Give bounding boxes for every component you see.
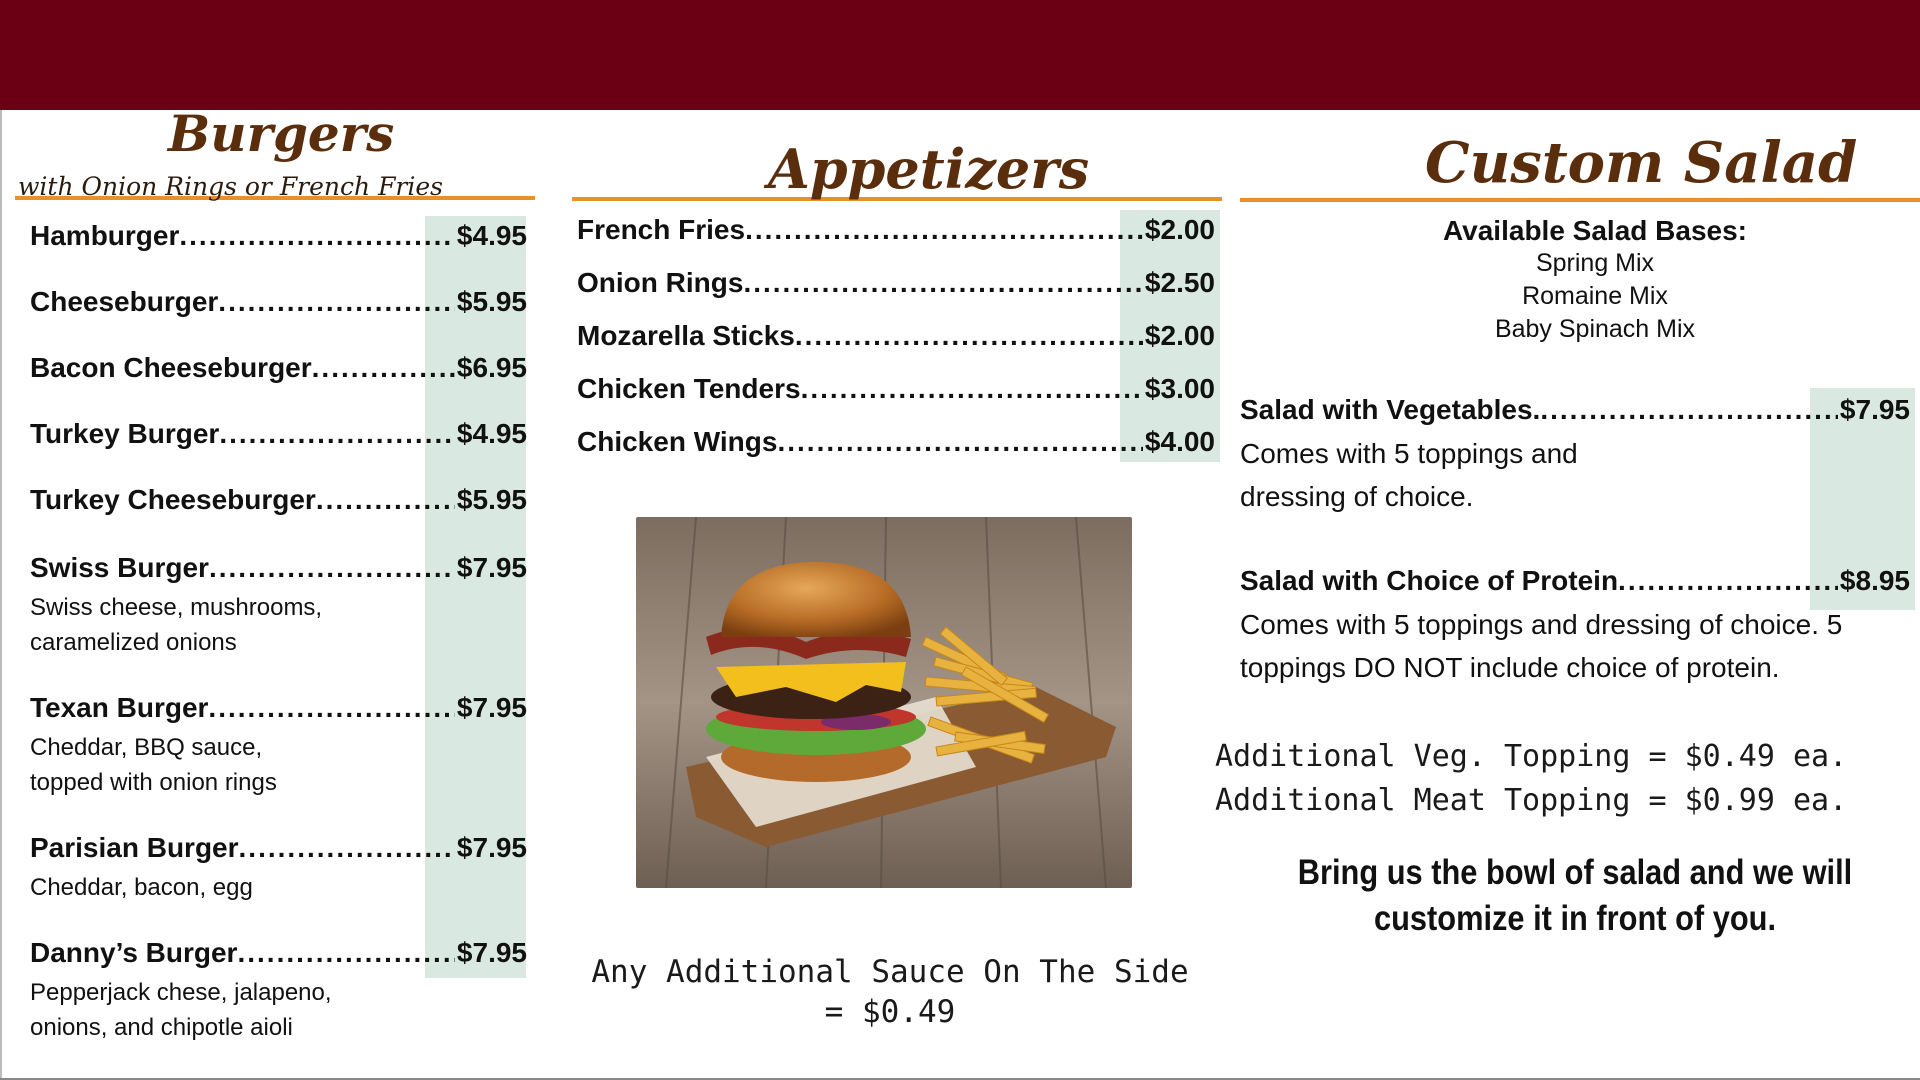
leader-dots [743, 267, 1142, 299]
top-banner [0, 0, 1920, 110]
appetizer-onion-rings [577, 267, 1215, 299]
bring-bowl-line1: Bring us the bowl of salad and we will [1297, 853, 1853, 892]
item-description: Pepperjack chese, jalapeno, onions, and chipotle aioli [30, 979, 332, 1041]
left-border [0, 110, 2, 1080]
burger-and-fries-photo [636, 517, 1132, 888]
appetizer-chicken-wings [577, 426, 1215, 458]
salad-divider [1240, 198, 1920, 202]
salad-with-vegetables [1240, 394, 1910, 518]
item-name: Hamburger [30, 220, 180, 251]
salad-base-item: Baby Spinach Mix [1494, 315, 1696, 343]
leader-dots [208, 692, 455, 724]
sauce-note-line2: = $0.49 [824, 994, 956, 1030]
burgers-title: Burgers [168, 104, 395, 163]
burgers-subtitle: with Onion Rings or French Fries [18, 172, 443, 201]
item-price: $7.95 [456, 552, 527, 583]
extra-veg-topping: Additional Veg. Topping = $0.49 ea. [1215, 739, 1848, 774]
extra-toppings-note [1215, 735, 1875, 823]
item-price: $6.95 [456, 352, 527, 383]
menu-item-cheeseburger [30, 286, 527, 318]
menu-item-parisian-burger [30, 832, 527, 905]
appetizer-chicken-tenders [577, 373, 1215, 405]
item-price: $7.95 [1839, 394, 1910, 425]
item-price: $7.95 [456, 692, 527, 723]
item-name: Salad with Vegetables. [1240, 394, 1541, 425]
item-name: French Fries [577, 214, 746, 245]
item-price: $3.00 [1144, 373, 1215, 404]
item-name: Turkey Burger [30, 418, 220, 449]
salad-title: Custom Salad [1425, 130, 1858, 196]
appetizers-title: Appetizers [768, 137, 1090, 201]
bring-bowl-line2: customize it in front of you. [1373, 899, 1777, 938]
burger-photo-illustration [636, 517, 1132, 888]
leader-dots [219, 418, 455, 450]
leader-dots [745, 214, 1143, 246]
item-price: $2.00 [1144, 214, 1215, 245]
extra-meat-topping: Additional Meat Topping = $0.99 ea. [1215, 783, 1848, 818]
sauce-note [560, 954, 1220, 1030]
item-price: $7.95 [456, 832, 527, 863]
salad-with-protein [1240, 565, 1910, 689]
leader-dots [179, 220, 455, 252]
menu-item-bacon-cheeseburger [30, 352, 527, 384]
item-price: $7.95 [456, 937, 527, 968]
menu-item-turkey-cheeseburger [30, 484, 527, 516]
leader-dots [777, 426, 1142, 458]
salad-base-item: Spring Mix [1535, 249, 1655, 277]
item-description: Comes with 5 toppings and dressing of choice. 5 toppings DO NOT include choice of protein. [1240, 609, 1843, 683]
item-name: Onion Rings [577, 267, 744, 298]
leader-dots [209, 552, 455, 584]
bring-bowl-note [1280, 850, 1870, 942]
leader-dots [1540, 394, 1838, 426]
item-price: $5.95 [456, 484, 527, 515]
leader-dots [218, 286, 455, 318]
leader-dots [801, 373, 1143, 405]
item-name: Chicken Wings [577, 426, 778, 457]
item-name: Bacon Cheeseburger [30, 352, 312, 383]
item-price: .$2.00 [1137, 320, 1215, 351]
item-name: Swiss Burger [30, 552, 209, 583]
item-name: Danny’s Burger [30, 937, 238, 968]
item-name: Salad with Choice of Protein [1240, 565, 1619, 596]
item-price: $4.95 [456, 418, 527, 449]
item-name: Chicken Tenders [577, 373, 801, 404]
item-description: Swiss cheese, mushrooms, caramelized onions [30, 594, 323, 656]
item-price: $4.00 [1144, 426, 1215, 457]
sauce-note-line1: Any Additional Sauce On The Side [591, 954, 1189, 990]
item-description: Cheddar, bacon, egg [30, 874, 253, 901]
menu-item-turkey-burger [30, 418, 527, 450]
menu-item-swiss-burger [30, 552, 527, 660]
appetizer-mozarella-sticks [577, 320, 1215, 352]
item-price: $8.95 [1839, 565, 1910, 596]
appetizer-french-fries [577, 214, 1215, 246]
item-price: $2.50 [1144, 267, 1215, 298]
item-name: Mozarella Sticks [577, 320, 795, 351]
item-name: Cheeseburger [30, 286, 219, 317]
leader-dots [237, 937, 454, 969]
item-name: Parisian Burger [30, 832, 239, 863]
item-name: Texan Burger [30, 692, 209, 723]
menu-item-texan-burger [30, 692, 527, 800]
leader-dots [312, 352, 455, 384]
leader-dots [1618, 565, 1838, 597]
item-description: Cheddar, BBQ sauce, topped with onion rings [30, 734, 277, 796]
leader-dots [239, 832, 455, 864]
salad-base-item: Romaine Mix [1522, 282, 1668, 310]
salad-bases [1395, 215, 1795, 346]
item-description: Comes with 5 toppings and dressing of choice. [1240, 438, 1578, 512]
menu-item-hamburger [30, 220, 527, 252]
menu-item-dannys-burger [30, 937, 527, 1045]
item-price: $4.95 [456, 220, 527, 251]
leader-dots [316, 484, 455, 516]
salad-bases-title: Available Salad Bases: [1442, 215, 1747, 246]
item-name: Turkey Cheeseburger [30, 484, 316, 515]
leader-dots [795, 320, 1135, 352]
item-price: $5.95 [456, 286, 527, 317]
